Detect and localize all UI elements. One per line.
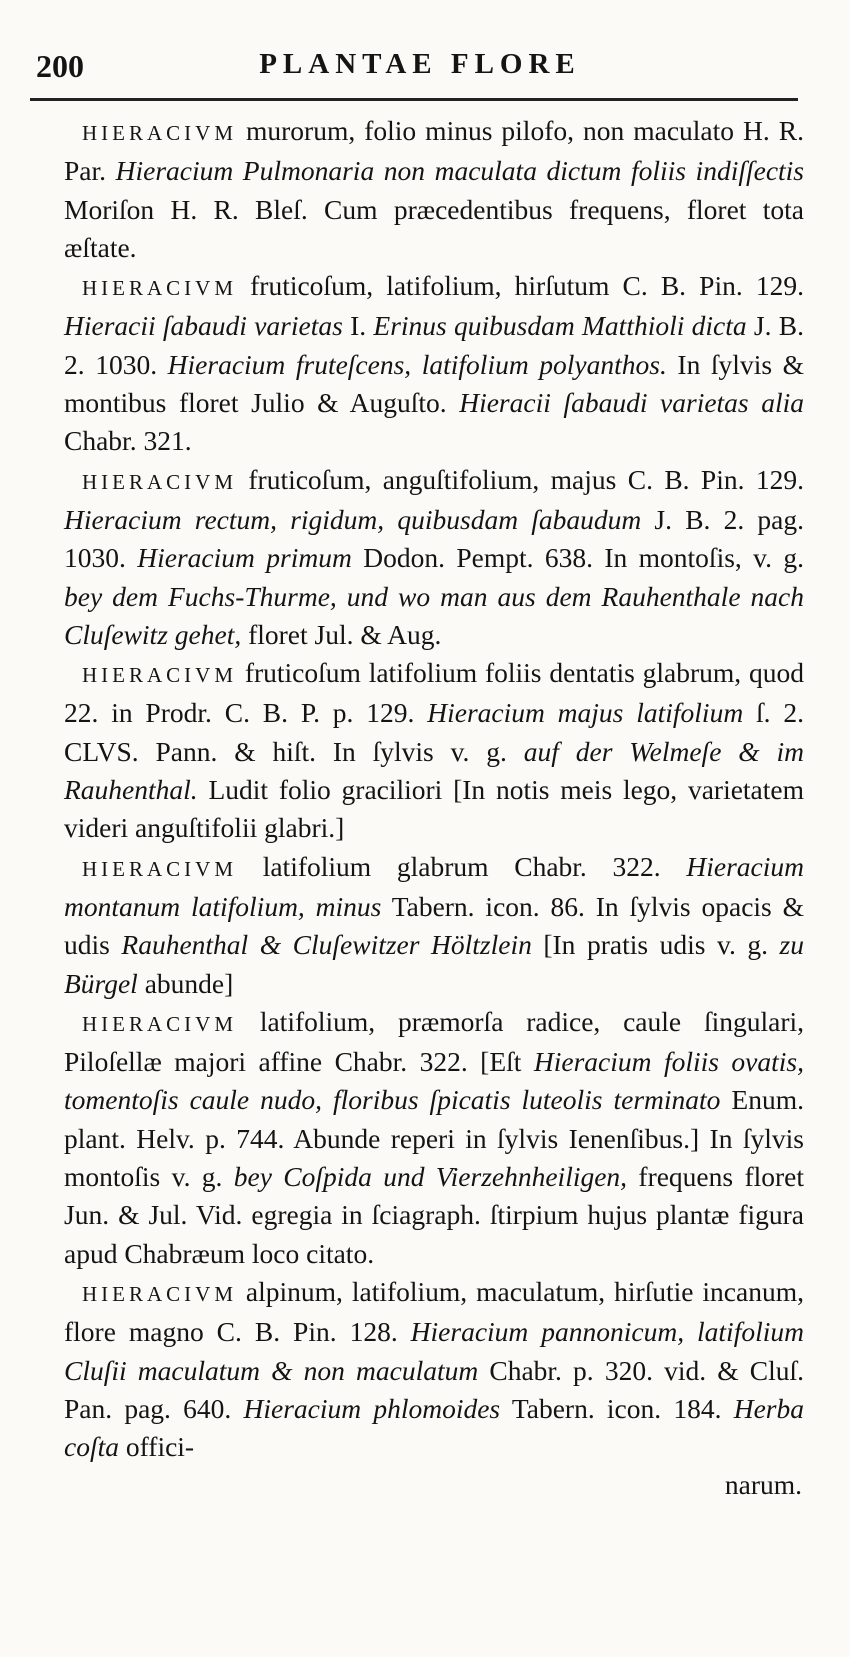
italic-text: auf der Welmeſe & im Rauhenthal. [64,735,804,806]
italic-text: Herba coſta [64,1392,804,1463]
genus-name: HIERACIVM [82,469,237,494]
body-text [64,112,804,1505]
genus-name: HIERACIVM [82,1281,237,1306]
italic-text: bey dem Fuchs-Thurme, und wo man aus dem Rauhenthale nach Cluſewitz gehet, [64,580,804,650]
italic-text: Hieracium foliis ovatis, tomentoſis caule nudo, floribus ſpicatis luteolis terminato [64,1046,804,1116]
roman-text: murorum, folio minus pilofo, non maculato H. R. Par. [64,115,804,187]
page-header [30,46,810,92]
plant-entry [64,267,804,460]
italic-text: bey Coſpida und Vierzehnheiligen, [233,1161,628,1193]
italic-text: Hieracium primum [137,542,352,574]
roman-text: frequens floret Jun. & Jul. Vid. egregia in ſciagraph. ſtirpium hujus plantæ figura apud Chabræum loco citato. [64,1161,804,1269]
roman-text: floret Jul. & Aug. [241,618,442,650]
roman-text: J. B. 2. pag. 1030. [64,503,804,574]
genus-name: HIERACIVM [82,121,237,145]
roman-text: latifolium, præmorſa radice, caule ſingulari, Piloſellæ majori affine Chabr. 322. [Eſt [64,1005,804,1078]
italic-text: Hieracium Pulmonaria non maculata dictum foliis indiſſectis [115,155,805,187]
roman-text: [In pratis udis v. g. [531,929,780,961]
header-rule [30,98,798,101]
italic-text: Hieracium fruteſcens, latifolium polyanthos. [167,348,667,380]
roman-text: offici- [119,1431,195,1463]
italic-text: Hieracium montanum latifolium, minus [64,850,804,922]
roman-text: fruticoſum latifolium foliis dentatis glabrum, quod 22. in Prodr. C. B. P. p. 129. [64,657,804,729]
roman-text: I. [342,310,374,342]
italic-text: Hieracium rectum, rigidum, quibusdam ſabaudum [64,503,642,535]
genus-name: HIERACIVM [82,663,237,688]
roman-text: Tabern. icon. 86. In ſylvis opacis & udis [64,890,804,961]
plant-entry [64,461,804,654]
roman-text: Moriſon H. R. Bleſ. Cum præcedentibus frequens, floret tota æſtate. [64,193,804,263]
roman-text: fruticoſum, latifolium, hirſutum C. B. Pin. 129. [237,270,804,302]
roman-text: Tabern. icon. 184. [500,1392,734,1424]
page-number: 200 [36,48,84,84]
roman-text: Chabr. 321. [64,425,192,457]
genus-name: HIERACIVM [82,856,237,881]
plant-entry [64,654,804,847]
italic-text: Hieracii ſabaudi varietas [64,310,343,342]
roman-text: ſ. 2. CLVS. Pann. & hiſt. In ſylvis v. g. [64,697,804,767]
roman-text: Enum. plant. Helv. p. 744. Abunde reperi in ſylvis Ienenſibus.] In ſylvis montoſis v. g. [64,1084,804,1193]
plant-entry [64,848,804,1003]
italic-text: Erinus quibusdam Matthioli dicta [373,310,747,342]
italic-text: Hieracium phlomoides [243,1392,501,1424]
catchword: narum. [724,1469,802,1501]
roman-text: abunde] [137,967,234,999]
roman-text: Chabr. p. 320. vid. & Cluſ. Pan. pag. 640. [64,1354,804,1424]
italic-text: Rauhenthal & Cluſewitzer Höltzlein [121,929,532,961]
italic-text: Hieracium pannonicum, latifolium Cluſii maculatum & non maculatum [64,1316,804,1386]
roman-text: Ludit folio graciliori [In notis meis lego, varietatem videri anguſtifolii glabri.] [64,774,804,844]
running-title: PLANTAE FLORE [259,48,581,80]
roman-text: fruticoſum, anguſtifolium, majus C. B. Pin. 129. [237,463,804,495]
plant-entry [64,1273,804,1466]
italic-text: Hieracium majus latifolium [427,697,744,729]
roman-text: latifolium glabrum Chabr. 322. [237,850,687,882]
roman-text: alpinum, latifolium, maculatum, hirſutie incanum, flore magno C. B. Pin. 128. [64,1275,804,1348]
italic-text: zu Bürgel [64,929,804,999]
plant-entry [64,1003,804,1273]
genus-name: HIERACIVM [82,1011,237,1036]
italic-text: Hieracii ſabaudi varietas alia [459,387,804,419]
roman-text: Dodon. Pempt. 638. In montoſis, v. g. [351,542,805,574]
plant-entry [64,112,804,267]
genus-name: HIERACIVM [82,276,237,301]
roman-text: J. B. 2. 1030. [64,310,804,380]
roman-text: In ſylvis & montibus floret Julio & Auguſto. [64,348,804,419]
